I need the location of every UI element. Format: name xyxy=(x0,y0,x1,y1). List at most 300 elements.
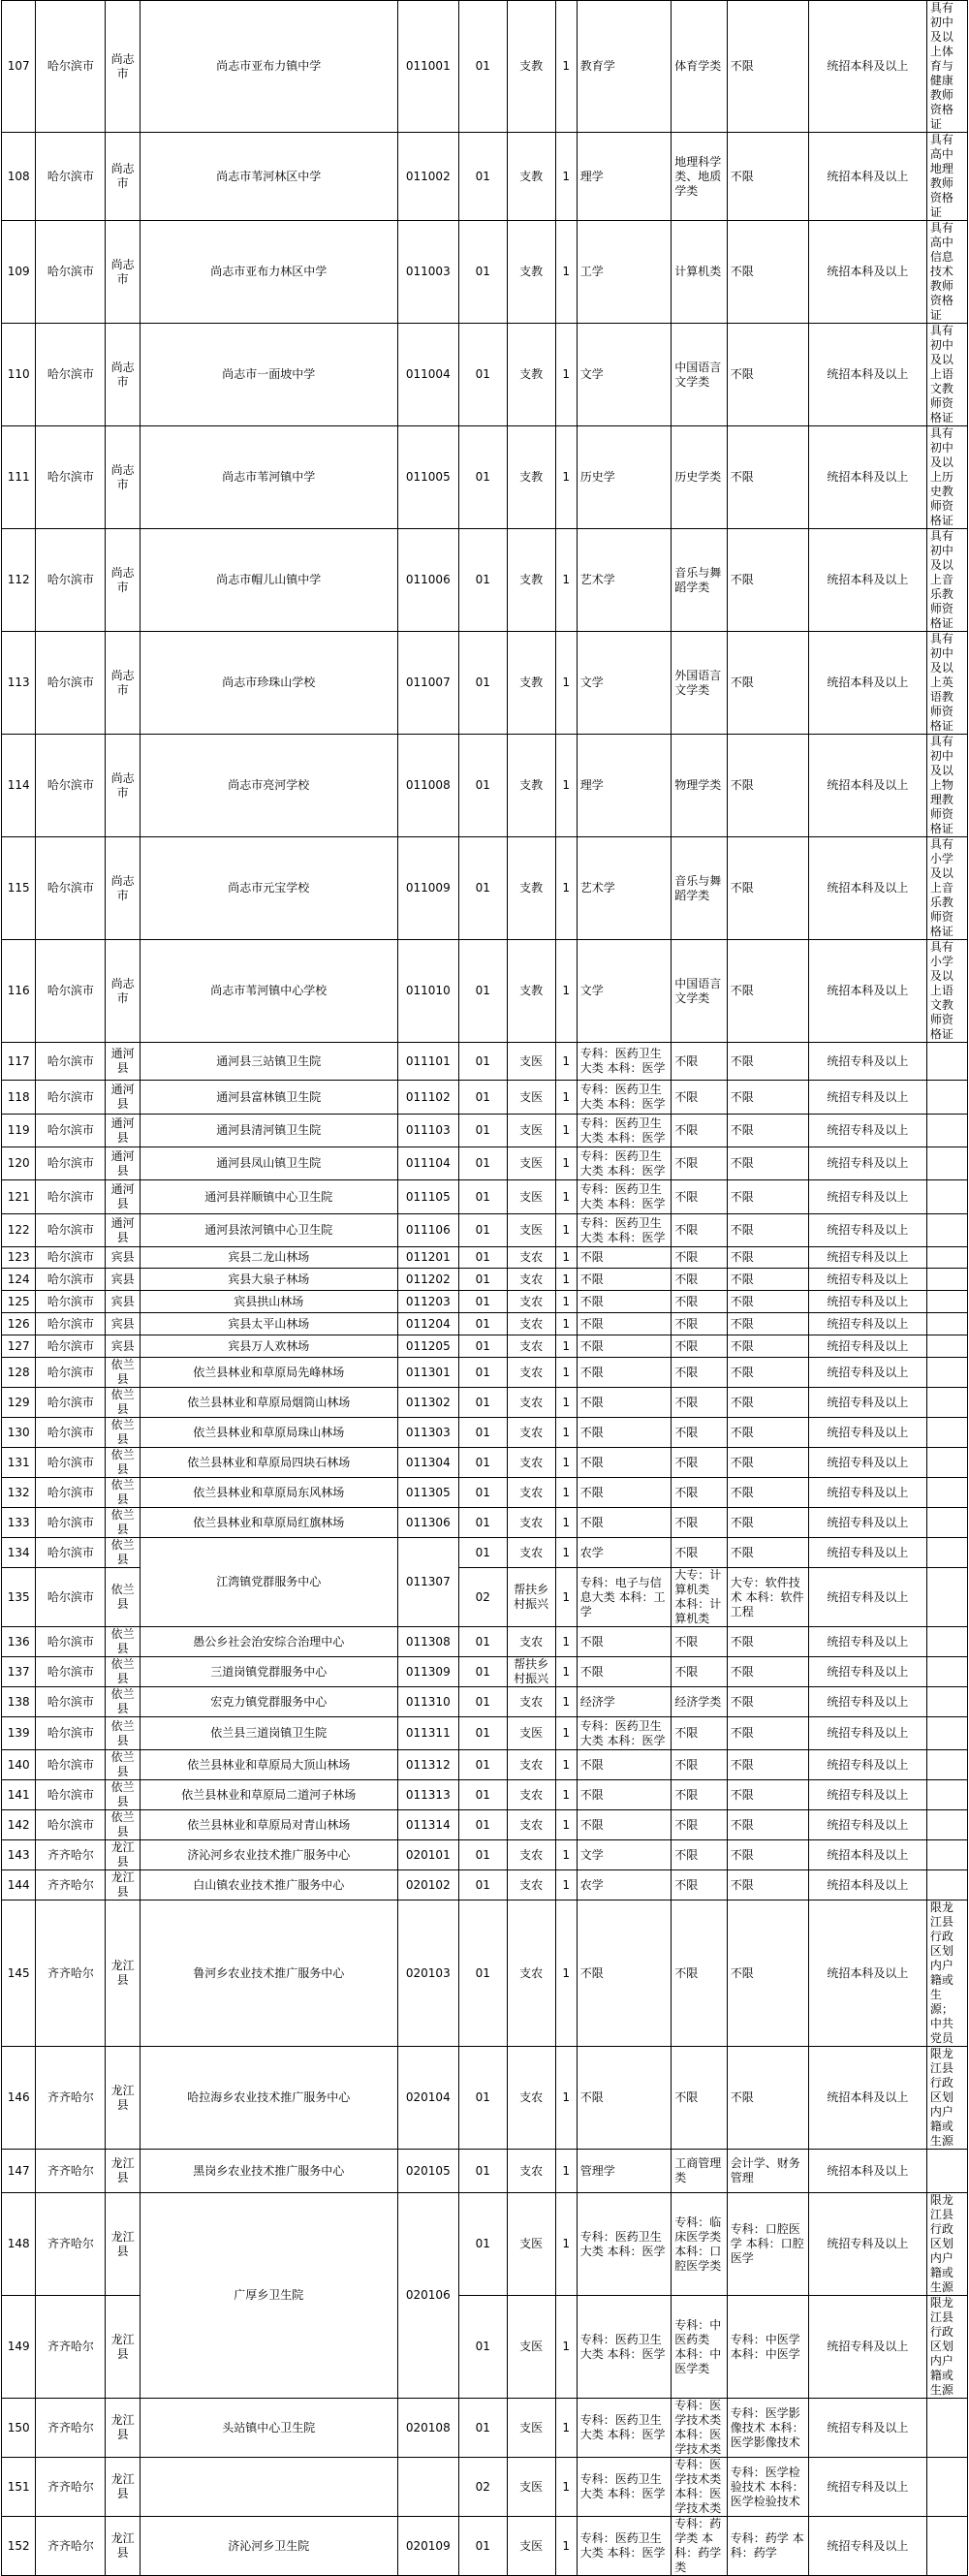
quota-cell: 1 xyxy=(555,2296,577,2399)
table-row xyxy=(2,133,968,221)
position-no-cell: 01 xyxy=(458,1115,507,1147)
major-name-cell: 不限 xyxy=(727,735,808,837)
major-category-cell: 不限 xyxy=(577,1901,671,2047)
quota-cell: 1 xyxy=(555,837,577,940)
major-category-cell: 不限 xyxy=(577,1627,671,1657)
unit-name-cell: 鲁河乡农业技术推广服务中心 xyxy=(140,1901,397,2047)
city-cell: 哈尔滨市 xyxy=(36,133,106,221)
table-row xyxy=(2,1627,968,1657)
major-name-cell: 不限 xyxy=(727,1180,808,1214)
position-code-cell: 011204 xyxy=(397,1313,458,1335)
position-no-cell: 01 xyxy=(458,1448,507,1478)
education-cell: 统招专科及以上 xyxy=(808,1269,926,1291)
city-cell: 齐齐哈尔 xyxy=(36,2047,106,2150)
table-row xyxy=(2,1214,968,1247)
table-row xyxy=(2,1269,968,1291)
position-no-cell: 01 xyxy=(458,837,507,940)
education-cell: 统招本科及以上 xyxy=(808,837,926,940)
major-class-cell: 专科：医学技术类 本科：医学技术类 xyxy=(672,2458,728,2517)
education-cell: 统招本科及以上 xyxy=(808,133,926,221)
major-name-cell: 不限 xyxy=(727,1780,808,1810)
position-code-cell: 011301 xyxy=(397,1358,458,1388)
city-cell: 哈尔滨市 xyxy=(36,1810,106,1840)
row-number: 141 xyxy=(2,1780,36,1810)
major-name-cell: 不限 xyxy=(727,1538,808,1568)
position-code-cell: 011311 xyxy=(397,1717,458,1750)
major-class-cell: 不限 xyxy=(672,1840,728,1870)
table-row xyxy=(2,1388,968,1418)
major-category-cell: 不限 xyxy=(577,2047,671,2150)
quota-cell: 1 xyxy=(555,2517,577,2576)
unit-name-cell: 依兰县林业和草原局二道河子林场 xyxy=(140,1780,397,1810)
county-cell: 依兰县 xyxy=(106,1418,140,1448)
row-number: 114 xyxy=(2,735,36,837)
city-cell: 哈尔滨市 xyxy=(36,1418,106,1448)
major-category-cell: 不限 xyxy=(577,1358,671,1388)
row-number: 108 xyxy=(2,133,36,221)
education-cell: 统招本科及以上 xyxy=(808,632,926,735)
city-cell: 哈尔滨市 xyxy=(36,1358,106,1388)
position-code-cell: 011005 xyxy=(397,426,458,529)
requirement-cell xyxy=(926,1687,967,1717)
service-type-cell: 支农 xyxy=(507,1508,555,1538)
position-code-cell: 011103 xyxy=(397,1115,458,1147)
quota-cell: 1 xyxy=(555,1750,577,1780)
county-cell: 依兰县 xyxy=(106,1627,140,1657)
position-code-cell: 011202 xyxy=(397,1269,458,1291)
table-row xyxy=(2,1180,968,1214)
position-code-cell: 011314 xyxy=(397,1810,458,1840)
position-code-cell: 011201 xyxy=(397,1247,458,1269)
unit-name-cell: 尚志市帽儿山镇中学 xyxy=(140,529,397,632)
requirement-cell xyxy=(926,1750,967,1780)
quota-cell: 1 xyxy=(555,1269,577,1291)
major-name-cell: 不限 xyxy=(727,1657,808,1687)
education-cell: 统招本科及以上 xyxy=(808,1,926,133)
unit-name-cell: 尚志市苇河林区中学 xyxy=(140,133,397,221)
requirement-cell xyxy=(926,1147,967,1180)
city-cell: 哈尔滨市 xyxy=(36,1269,106,1291)
table-row xyxy=(2,1901,968,2047)
city-cell: 哈尔滨市 xyxy=(36,1627,106,1657)
unit-name-cell: 宾县万人欢林场 xyxy=(140,1335,397,1358)
city-cell: 哈尔滨市 xyxy=(36,1568,106,1627)
major-class-cell: 不限 xyxy=(672,1627,728,1657)
education-cell: 统招专科及以上 xyxy=(808,2296,926,2399)
education-cell: 统招本科及以上 xyxy=(808,1901,926,2047)
table-row xyxy=(2,1313,968,1335)
county-cell: 尚志市 xyxy=(106,1,140,133)
major-name-cell: 不限 xyxy=(727,1687,808,1717)
table-row xyxy=(2,1448,968,1478)
major-class-cell: 不限 xyxy=(672,1478,728,1508)
city-cell: 哈尔滨市 xyxy=(36,529,106,632)
position-no-cell: 01 xyxy=(458,1870,507,1901)
unit-name-cell: 头站镇中心卫生院 xyxy=(140,2399,397,2458)
row-number: 147 xyxy=(2,2150,36,2193)
city-cell: 哈尔滨市 xyxy=(36,940,106,1043)
city-cell: 哈尔滨市 xyxy=(36,1750,106,1780)
requirement-cell: 具有小学及以上音乐教师资格证 xyxy=(926,837,967,940)
county-cell: 龙江县 xyxy=(106,2458,140,2517)
position-no-cell: 01 xyxy=(458,1247,507,1269)
major-class-cell: 不限 xyxy=(672,2047,728,2150)
service-type-cell: 支农 xyxy=(507,1687,555,1717)
requirement-cell: 限龙江县行政区划内户籍或生源；中共党员 xyxy=(926,1901,967,2047)
quota-cell: 1 xyxy=(555,1810,577,1840)
position-code-cell: 011308 xyxy=(397,1627,458,1657)
position-code-cell: 020102 xyxy=(397,1870,458,1901)
city-cell: 哈尔滨市 xyxy=(36,1538,106,1568)
county-cell: 尚志市 xyxy=(106,837,140,940)
service-type-cell: 支教 xyxy=(507,1,555,133)
position-no-cell: 01 xyxy=(458,324,507,426)
city-cell: 哈尔滨市 xyxy=(36,1313,106,1335)
position-no-cell: 02 xyxy=(458,1568,507,1627)
position-no-cell: 01 xyxy=(458,940,507,1043)
county-cell: 依兰县 xyxy=(106,1538,140,1568)
major-class-cell: 不限 xyxy=(672,1247,728,1269)
county-cell: 通河县 xyxy=(106,1115,140,1147)
county-cell: 依兰县 xyxy=(106,1717,140,1750)
table-row xyxy=(2,1687,968,1717)
education-cell: 统招专科及以上 xyxy=(808,1180,926,1214)
table-row xyxy=(2,1418,968,1448)
major-category-cell: 专科：医药卫生大类 本科：医学 xyxy=(577,1717,671,1750)
row-number: 129 xyxy=(2,1388,36,1418)
major-name-cell: 不限 xyxy=(727,1870,808,1901)
quota-cell: 1 xyxy=(555,324,577,426)
requirement-cell xyxy=(926,1335,967,1358)
row-number: 126 xyxy=(2,1313,36,1335)
quota-cell: 1 xyxy=(555,133,577,221)
position-no-cell: 01 xyxy=(458,1418,507,1448)
major-name-cell: 不限 xyxy=(727,1269,808,1291)
row-number: 132 xyxy=(2,1478,36,1508)
city-cell: 哈尔滨市 xyxy=(36,837,106,940)
requirement-cell: 具有初中及以上体育与健康教师资格证 xyxy=(926,1,967,133)
requirement-cell xyxy=(926,1081,967,1115)
education-cell: 统招专科及以上 xyxy=(808,1147,926,1180)
quota-cell: 1 xyxy=(555,1335,577,1358)
major-name-cell: 大专：软件技术 本科：软件工程 xyxy=(727,1568,808,1627)
major-class-cell: 音乐与舞蹈学类 xyxy=(672,529,728,632)
city-cell: 哈尔滨市 xyxy=(36,1478,106,1508)
county-cell: 龙江县 xyxy=(106,2047,140,2150)
county-cell: 通河县 xyxy=(106,1214,140,1247)
major-name-cell: 不限 xyxy=(727,426,808,529)
county-cell: 尚志市 xyxy=(106,735,140,837)
county-cell: 通河县 xyxy=(106,1043,140,1081)
position-no-cell: 01 xyxy=(458,1313,507,1335)
county-cell: 通河县 xyxy=(106,1180,140,1214)
service-type-cell: 支医 xyxy=(507,2193,555,2296)
position-code-cell: 011313 xyxy=(397,1780,458,1810)
major-class-cell: 专科：中医药类 本科：中医学类 xyxy=(672,2296,728,2399)
major-name-cell: 不限 xyxy=(727,1358,808,1388)
education-cell: 统招专科及以上 xyxy=(808,1508,926,1538)
position-no-cell: 01 xyxy=(458,1840,507,1870)
major-class-cell: 不限 xyxy=(672,1313,728,1335)
major-category-cell: 专科：医药卫生大类 本科：医学 xyxy=(577,1081,671,1115)
county-cell: 依兰县 xyxy=(106,1657,140,1687)
service-type-cell: 支农 xyxy=(507,1478,555,1508)
table-row xyxy=(2,940,968,1043)
major-category-cell: 专科：医药卫生大类 本科：医学 xyxy=(577,2296,671,2399)
major-name-cell: 不限 xyxy=(727,1508,808,1538)
requirement-cell xyxy=(926,1538,967,1568)
major-class-cell: 专科：药学类 本科：药学类 xyxy=(672,2517,728,2576)
requirement-cell xyxy=(926,1657,967,1687)
quota-cell: 1 xyxy=(555,735,577,837)
unit-name-cell: 济沁河乡卫生院 xyxy=(140,2517,397,2576)
position-no-cell: 01 xyxy=(458,1388,507,1418)
service-type-cell: 支医 xyxy=(507,1115,555,1147)
position-code-cell: 011002 xyxy=(397,133,458,221)
position-code-cell: 011106 xyxy=(397,1214,458,1247)
service-type-cell: 支农 xyxy=(507,1448,555,1478)
city-cell: 哈尔滨市 xyxy=(36,1081,106,1115)
row-number: 144 xyxy=(2,1870,36,1901)
requirement-cell: 具有初中及以上物理教师资格证 xyxy=(926,735,967,837)
major-class-cell: 地理科学类、地质学类 xyxy=(672,133,728,221)
position-no-cell: 01 xyxy=(458,1081,507,1115)
position-no-cell: 01 xyxy=(458,2047,507,2150)
table-row xyxy=(2,1335,968,1358)
table-row xyxy=(2,221,968,324)
quota-cell: 1 xyxy=(555,1870,577,1901)
service-type-cell: 支教 xyxy=(507,324,555,426)
requirement-cell: 具有初中及以上语文教师资格证 xyxy=(926,324,967,426)
service-type-cell: 支医 xyxy=(507,1717,555,1750)
major-name-cell: 不限 xyxy=(727,1478,808,1508)
position-no-cell: 01 xyxy=(458,1,507,133)
city-cell: 哈尔滨市 xyxy=(36,1115,106,1147)
unit-name-cell: 广厚乡卫生院 xyxy=(140,2193,397,2399)
major-name-cell: 专科：中医学 本科：中医学 xyxy=(727,2296,808,2399)
position-no-cell: 01 xyxy=(458,2150,507,2193)
quota-cell: 1 xyxy=(555,2193,577,2296)
quota-cell: 1 xyxy=(555,1840,577,1870)
row-number: 151 xyxy=(2,2458,36,2517)
position-no-cell: 01 xyxy=(458,2517,507,2576)
row-number: 134 xyxy=(2,1538,36,1568)
row-number: 112 xyxy=(2,529,36,632)
table-row xyxy=(2,1810,968,1840)
major-class-cell: 不限 xyxy=(672,1750,728,1780)
major-name-cell: 不限 xyxy=(727,1313,808,1335)
city-cell: 哈尔滨市 xyxy=(36,1657,106,1687)
county-cell: 宾县 xyxy=(106,1335,140,1358)
position-code-cell: 011101 xyxy=(397,1043,458,1081)
quota-cell: 1 xyxy=(555,1247,577,1269)
table-row xyxy=(2,1870,968,1901)
education-cell: 统招专科及以上 xyxy=(808,1687,926,1717)
major-name-cell: 不限 xyxy=(727,1214,808,1247)
major-category-cell: 专科：医药卫生大类 本科：医学 xyxy=(577,1115,671,1147)
education-cell: 统招专科及以上 xyxy=(808,1717,926,1750)
major-category-cell: 不限 xyxy=(577,1313,671,1335)
row-number: 109 xyxy=(2,221,36,324)
unit-name-cell: 通河县清河镇卫生院 xyxy=(140,1115,397,1147)
major-category-cell: 文学 xyxy=(577,940,671,1043)
service-type-cell: 支农 xyxy=(507,1247,555,1269)
quota-cell: 1 xyxy=(555,632,577,735)
requirement-cell: 具有高中地理教师资格证 xyxy=(926,133,967,221)
recruitment-table xyxy=(1,0,968,2576)
position-code-cell: 011303 xyxy=(397,1418,458,1448)
city-cell: 哈尔滨市 xyxy=(36,1335,106,1358)
position-code-cell: 011003 xyxy=(397,221,458,324)
service-type-cell: 支农 xyxy=(507,1840,555,1870)
city-cell: 哈尔滨市 xyxy=(36,324,106,426)
unit-name-cell: 通河县凤山镇卫生院 xyxy=(140,1147,397,1180)
position-no-cell: 01 xyxy=(458,221,507,324)
unit-name-cell: 尚志市苇河镇中心学校 xyxy=(140,940,397,1043)
table-row xyxy=(2,426,968,529)
major-name-cell: 不限 xyxy=(727,221,808,324)
row-number: 121 xyxy=(2,1180,36,1214)
position-code-cell: 011306 xyxy=(397,1508,458,1538)
position-code-cell: 011105 xyxy=(397,1180,458,1214)
service-type-cell: 支医 xyxy=(507,2399,555,2458)
unit-name-cell: 依兰县林业和草原局珠山林场 xyxy=(140,1418,397,1448)
major-name-cell: 不限 xyxy=(727,1115,808,1147)
service-type-cell: 支教 xyxy=(507,426,555,529)
major-category-cell: 艺术学 xyxy=(577,837,671,940)
table-row xyxy=(2,2150,968,2193)
unit-name-cell: 通河县祥顺镇中心卫生院 xyxy=(140,1180,397,1214)
county-cell: 宾县 xyxy=(106,1313,140,1335)
service-type-cell: 支医 xyxy=(507,2458,555,2517)
major-category-cell: 不限 xyxy=(577,1657,671,1687)
quota-cell: 1 xyxy=(555,426,577,529)
major-category-cell: 不限 xyxy=(577,1269,671,1291)
major-name-cell: 专科：医学检验技术 本科：医学检验技术 xyxy=(727,2458,808,2517)
education-cell: 统招本科及以上 xyxy=(808,1870,926,1901)
unit-name-cell: 依兰县林业和草原局对青山林场 xyxy=(140,1810,397,1840)
position-no-cell: 01 xyxy=(458,1269,507,1291)
position-no-cell: 01 xyxy=(458,1214,507,1247)
service-type-cell: 支农 xyxy=(507,1870,555,1901)
education-cell: 统招专科及以上 xyxy=(808,2517,926,2576)
unit-name-cell: 尚志市亚布力镇中学 xyxy=(140,1,397,133)
quota-cell: 1 xyxy=(555,1448,577,1478)
position-code-cell: 011006 xyxy=(397,529,458,632)
major-class-cell: 不限 xyxy=(672,1810,728,1840)
unit-name-cell: 尚志市亚布力林区中学 xyxy=(140,221,397,324)
major-class-cell: 工商管理类 xyxy=(672,2150,728,2193)
county-cell: 依兰县 xyxy=(106,1810,140,1840)
position-no-cell: 01 xyxy=(458,2296,507,2399)
major-class-cell: 外国语言文学类 xyxy=(672,632,728,735)
major-category-cell: 艺术学 xyxy=(577,529,671,632)
education-cell: 统招专科及以上 xyxy=(808,1418,926,1448)
quota-cell: 1 xyxy=(555,1358,577,1388)
major-name-cell: 不限 xyxy=(727,1388,808,1418)
table-row xyxy=(2,529,968,632)
row-number: 135 xyxy=(2,1568,36,1627)
requirement-cell xyxy=(926,1840,967,1870)
table-row xyxy=(2,1840,968,1870)
major-name-cell: 专科：医学影像技术 本科：医学影像技术 xyxy=(727,2399,808,2458)
table-row xyxy=(2,2458,968,2517)
row-number: 136 xyxy=(2,1627,36,1657)
city-cell: 齐齐哈尔 xyxy=(36,1870,106,1901)
quota-cell: 1 xyxy=(555,1180,577,1214)
table-row xyxy=(2,1538,968,1568)
city-cell: 哈尔滨市 xyxy=(36,735,106,837)
position-no-cell: 01 xyxy=(458,1147,507,1180)
unit-name-cell: 通河县浓河镇中心卫生院 xyxy=(140,1214,397,1247)
table-row xyxy=(2,1478,968,1508)
city-cell: 哈尔滨市 xyxy=(36,1388,106,1418)
major-class-cell: 音乐与舞蹈学类 xyxy=(672,837,728,940)
major-category-cell: 专科：电子与信息大类 本科：工学 xyxy=(577,1568,671,1627)
service-type-cell: 支农 xyxy=(507,1780,555,1810)
major-class-cell: 专科：临床医学类 本科：口腔医学类 xyxy=(672,2193,728,2296)
position-code-cell: 020109 xyxy=(397,2517,458,2576)
major-name-cell: 不限 xyxy=(727,1335,808,1358)
major-name-cell: 不限 xyxy=(727,1418,808,1448)
major-category-cell: 专科：医药卫生大类 本科：医学 xyxy=(577,2193,671,2296)
position-no-cell: 01 xyxy=(458,1717,507,1750)
major-class-cell: 不限 xyxy=(672,1358,728,1388)
major-class-cell: 不限 xyxy=(672,1508,728,1538)
position-no-cell: 01 xyxy=(458,1627,507,1657)
requirement-cell xyxy=(926,2399,967,2458)
position-code-cell: 011010 xyxy=(397,940,458,1043)
requirement-cell xyxy=(926,2458,967,2517)
unit-name-cell: 江湾镇党群服务中心 xyxy=(140,1538,397,1627)
county-cell: 依兰县 xyxy=(106,1508,140,1538)
unit-name-cell: 依兰县林业和草原局先峰林场 xyxy=(140,1358,397,1388)
education-cell: 统招专科及以上 xyxy=(808,1313,926,1335)
major-class-cell: 不限 xyxy=(672,1180,728,1214)
education-cell: 统招专科及以上 xyxy=(808,1115,926,1147)
row-number: 120 xyxy=(2,1147,36,1180)
requirement-cell xyxy=(926,1810,967,1840)
unit-name-cell: 依兰县林业和草原局烟筒山林场 xyxy=(140,1388,397,1418)
position-code-cell: 020105 xyxy=(397,2150,458,2193)
position-no-cell: 01 xyxy=(458,1657,507,1687)
requirement-cell: 限龙江县行政区划内户籍或生源 xyxy=(926,2047,967,2150)
table-row xyxy=(2,1780,968,1810)
major-category-cell: 不限 xyxy=(577,1247,671,1269)
county-cell: 龙江县 xyxy=(106,1840,140,1870)
major-category-cell: 理学 xyxy=(577,735,671,837)
county-cell: 龙江县 xyxy=(106,2399,140,2458)
city-cell: 哈尔滨市 xyxy=(36,632,106,735)
position-no-cell: 01 xyxy=(458,1478,507,1508)
row-number: 118 xyxy=(2,1081,36,1115)
quota-cell: 1 xyxy=(555,1717,577,1750)
county-cell: 依兰县 xyxy=(106,1568,140,1627)
requirement-cell xyxy=(926,1717,967,1750)
education-cell: 统招专科及以上 xyxy=(808,1247,926,1269)
service-type-cell: 支农 xyxy=(507,1269,555,1291)
unit-name-cell: 宾县拱山林场 xyxy=(140,1291,397,1313)
service-type-cell: 支医 xyxy=(507,1147,555,1180)
service-type-cell: 支农 xyxy=(507,1313,555,1335)
service-type-cell: 支教 xyxy=(507,940,555,1043)
requirement-cell xyxy=(926,1247,967,1269)
table-row xyxy=(2,1043,968,1081)
education-cell: 统招专科及以上 xyxy=(808,1214,926,1247)
position-no-cell: 01 xyxy=(458,632,507,735)
county-cell: 龙江县 xyxy=(106,2517,140,2576)
quota-cell: 1 xyxy=(555,1901,577,2047)
